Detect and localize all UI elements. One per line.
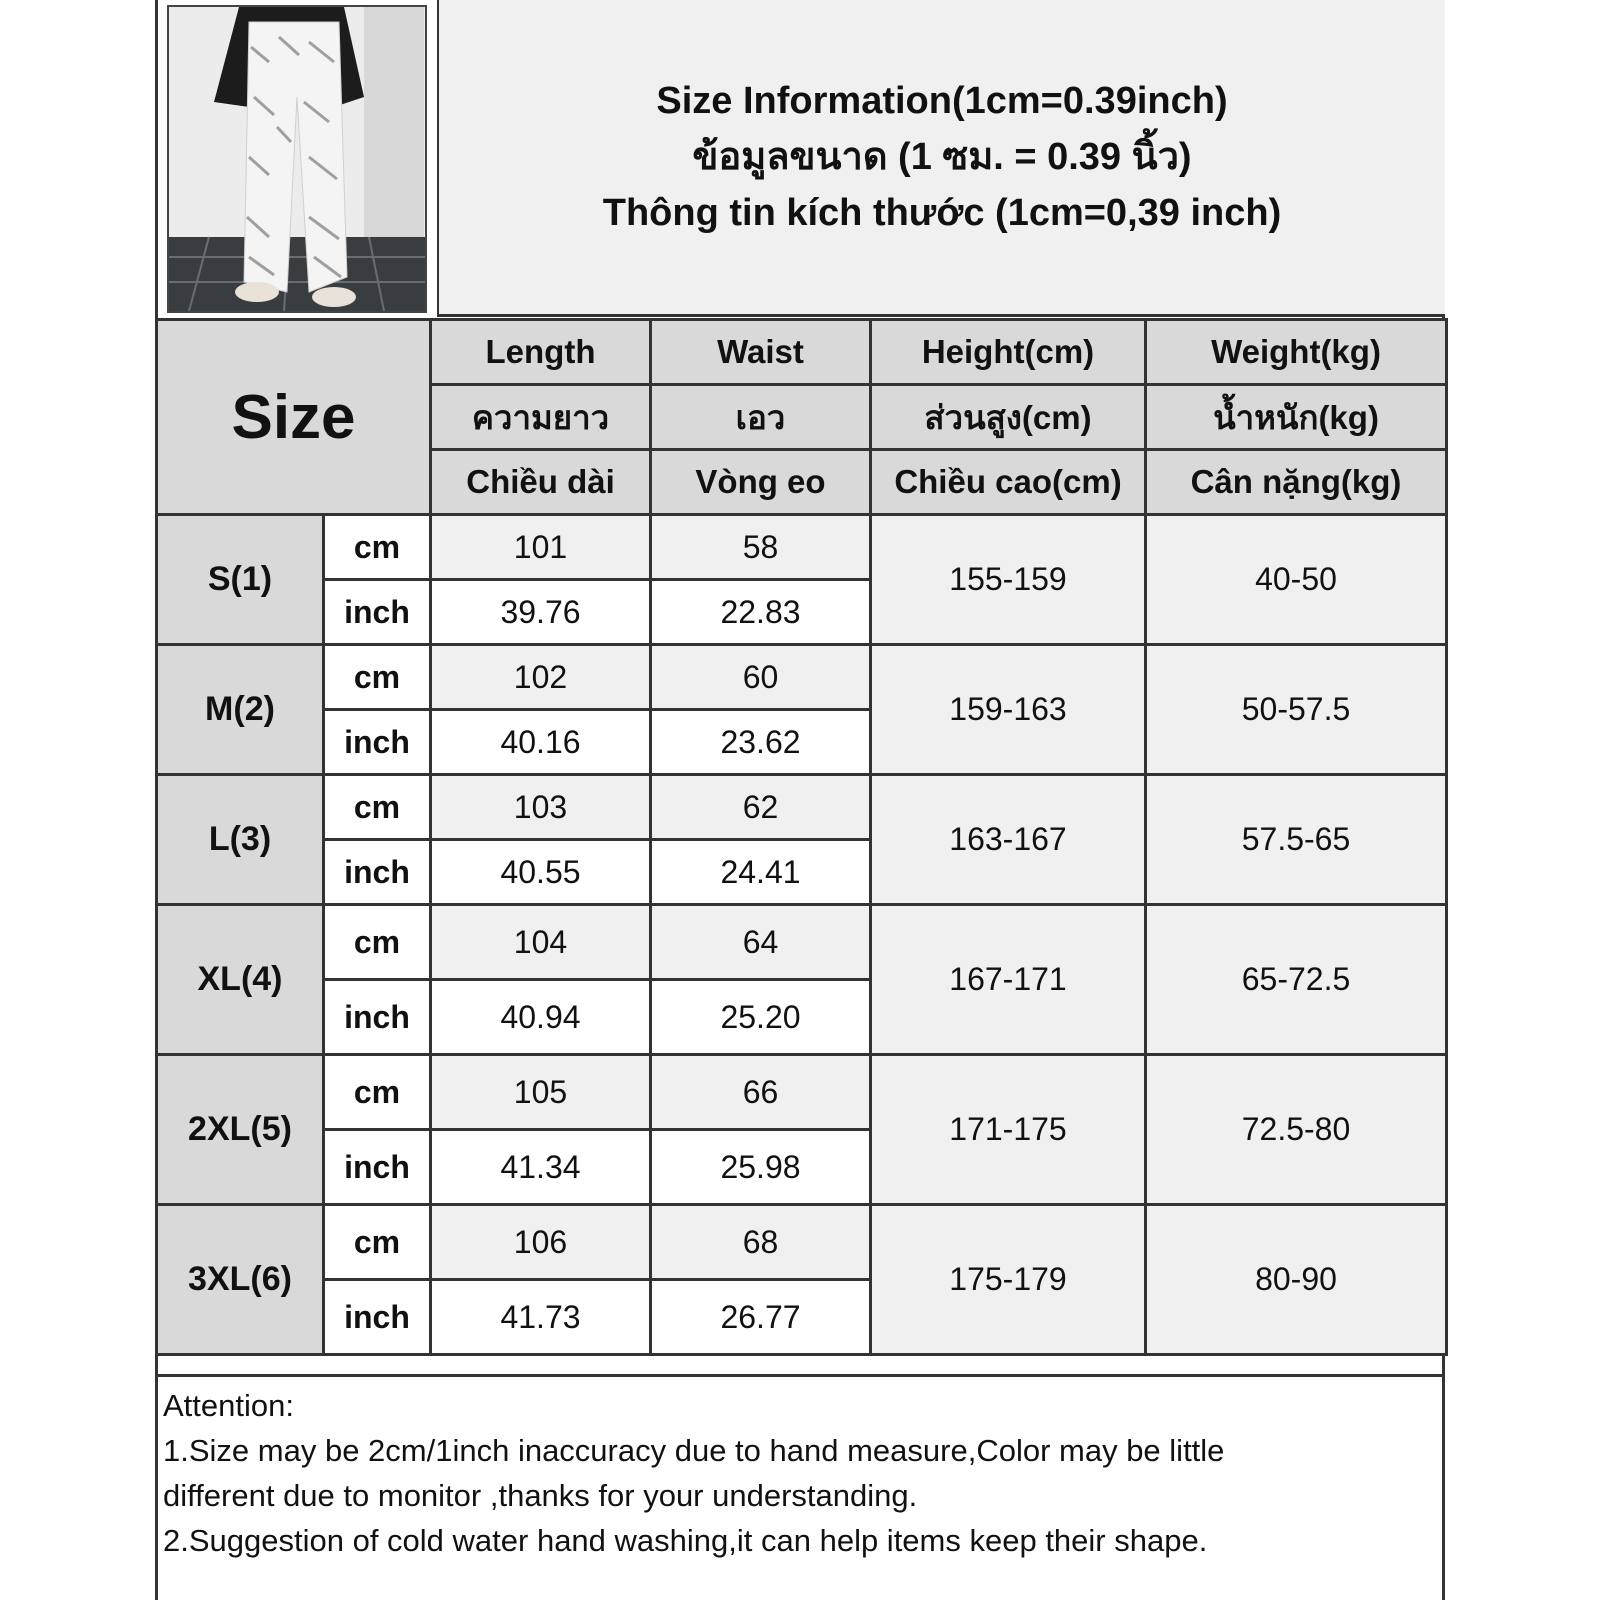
waist-cm: 64: [651, 905, 871, 980]
waist-inch: 23.62: [651, 710, 871, 775]
attention-notes: [155, 1374, 1445, 1600]
size-label-3xl: 3XL(6): [157, 1205, 324, 1355]
height-range: 155-159: [871, 515, 1146, 645]
title-vietnamese: Thông tin kích thước (1cm=0,39 inch): [602, 192, 1282, 234]
waist-inch: 25.98: [651, 1130, 871, 1205]
col-length-vi: Chiều dài: [431, 450, 651, 515]
length-inch: 41.73: [431, 1280, 651, 1355]
size-label-m: M(2): [157, 645, 324, 775]
length-inch: 40.55: [431, 840, 651, 905]
col-waist-en: Waist: [651, 320, 871, 385]
weight-range: 65-72.5: [1146, 905, 1447, 1055]
height-range: 163-167: [871, 775, 1146, 905]
size-header: Size: [157, 320, 431, 515]
unit-inch: inch: [324, 840, 431, 905]
col-weight-vi: Cân nặng(kg): [1146, 450, 1447, 515]
length-inch: 40.16: [431, 710, 651, 775]
col-weight-en: Weight(kg): [1146, 320, 1447, 385]
waist-cm: 62: [651, 775, 871, 840]
unit-cm: cm: [324, 515, 431, 580]
attention-heading: Attention:: [163, 1388, 294, 1423]
height-range: 171-175: [871, 1055, 1146, 1205]
height-range: 159-163: [871, 645, 1146, 775]
length-cm: 106: [431, 1205, 651, 1280]
unit-inch: inch: [324, 1130, 431, 1205]
col-length-th: ความยาว: [431, 385, 651, 450]
unit-cm: cm: [324, 1205, 431, 1280]
length-inch: 40.94: [431, 980, 651, 1055]
height-range: 175-179: [871, 1205, 1146, 1355]
unit-cm: cm: [324, 775, 431, 840]
col-length-en: Length: [431, 320, 651, 385]
weight-range: 57.5-65: [1146, 775, 1447, 905]
col-height-th: ส่วนสูง(cm): [871, 385, 1146, 450]
unit-cm: cm: [324, 905, 431, 980]
unit-cm: cm: [324, 1055, 431, 1130]
weight-range: 40-50: [1146, 515, 1447, 645]
length-inch: 39.76: [431, 580, 651, 645]
col-waist-th: เอว: [651, 385, 871, 450]
col-waist-vi: Vòng eo: [651, 450, 871, 515]
waist-cm: 58: [651, 515, 871, 580]
weight-range: 50-57.5: [1146, 645, 1447, 775]
waist-inch: 24.41: [651, 840, 871, 905]
waist-cm: 68: [651, 1205, 871, 1280]
waist-inch: 22.83: [651, 580, 871, 645]
length-cm: 104: [431, 905, 651, 980]
note-line-2: different due to monitor ,thanks for your understanding.: [163, 1478, 918, 1513]
size-label-l: L(3): [157, 775, 324, 905]
length-cm: 105: [431, 1055, 651, 1130]
title-english: Size Information(1cm=0.39inch): [656, 80, 1228, 122]
col-height-en: Height(cm): [871, 320, 1146, 385]
col-height-vi: Chiều cao(cm): [871, 450, 1146, 515]
length-cm: 101: [431, 515, 651, 580]
size-table: [155, 318, 1448, 1356]
height-range: 167-171: [871, 905, 1146, 1055]
title-thai: ข้อมูลขนาด (1 ซม. = 0.39 นิ้ว): [692, 136, 1192, 178]
waist-inch: 25.20: [651, 980, 871, 1055]
length-cm: 102: [431, 645, 651, 710]
waist-cm: 60: [651, 645, 871, 710]
size-label-xl: XL(4): [157, 905, 324, 1055]
length-inch: 41.34: [431, 1130, 651, 1205]
size-label-s: S(1): [157, 515, 324, 645]
note-line-1: 1.Size may be 2cm/1inch inaccuracy due to hand measure,Color may be little: [163, 1433, 1225, 1468]
waist-cm: 66: [651, 1055, 871, 1130]
waist-inch: 26.77: [651, 1280, 871, 1355]
unit-inch: inch: [324, 710, 431, 775]
unit-inch: inch: [324, 980, 431, 1055]
unit-cm: cm: [324, 645, 431, 710]
unit-inch: inch: [324, 580, 431, 645]
length-cm: 103: [431, 775, 651, 840]
size-label-2xl: 2XL(5): [157, 1055, 324, 1205]
unit-inch: inch: [324, 1280, 431, 1355]
pants-photo-illustration: [169, 7, 425, 311]
size-info-title: [437, 0, 1445, 317]
weight-range: 72.5-80: [1146, 1055, 1447, 1205]
product-photo: [167, 5, 427, 313]
col-weight-th: น้ำหนัก(kg): [1146, 385, 1447, 450]
weight-range: 80-90: [1146, 1205, 1447, 1355]
note-line-3: 2.Suggestion of cold water hand washing,it can help items keep their shape.: [163, 1523, 1208, 1558]
